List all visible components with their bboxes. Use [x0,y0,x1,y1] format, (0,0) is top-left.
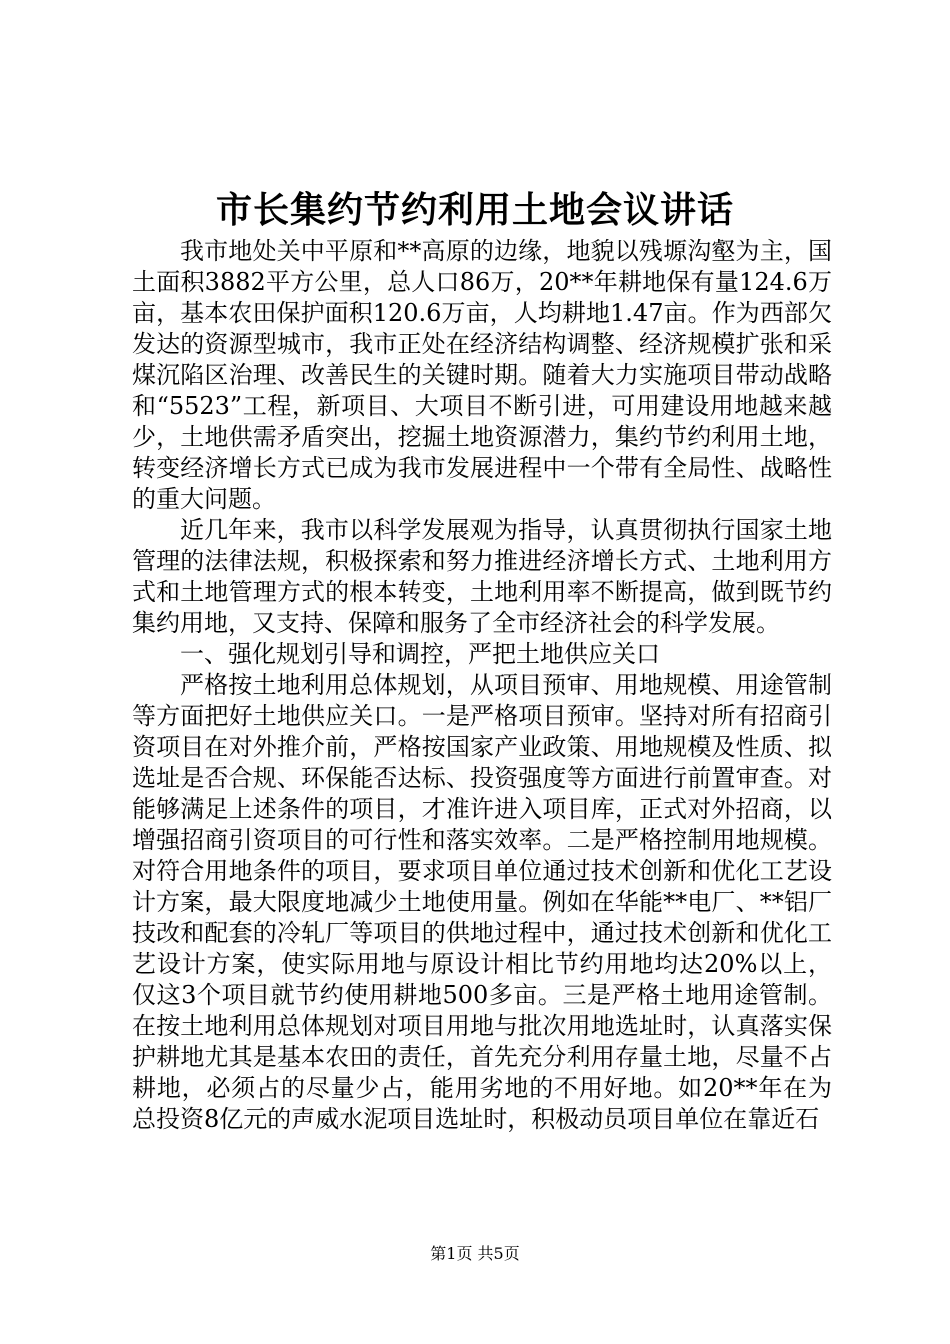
page-footer: 第1页 共5页 [430,1244,520,1263]
paragraph-intro: 我市地处关中平原和**高原的边缘，地貌以残塬沟壑为主，国土面积3882平方公里，总人口86万，20**年耕地保有量124.6万亩，基本农田保护面积120.6万亩，人均耕地1.47亩。作为西部欠发达的资源型城市，我市正处在经济结构调整、经济规模扩张和采煤沉陷区治理、改善民生的关键时期。随着大力实施项目带动战略和“5523”工程，新项目、大项目不断引进，可用建设用地越来越少，土地供需矛盾突出，挖掘土地资源潜力，集约节约利用土地，转变经济增长方式已成为我市发展进程中一个带有全局性、战略性的重大问题。 [132,237,832,513]
paragraph-section-1: 严格按土地利用总体规划，从项目预审、用地规模、用途管制等方面把好土地供应关口。一是严格项目预审。坚持对所有招商引资项目在对外推介前，严格按国家产业政策、用地规模及性质、拟选址是否合规、环保能否达标、投资强度等方面进行前置审查。对能够满足上述条件的项目，才准许进入项目库，正式对外招商，以增强招商引资项目的可行性和落实效率。二是严格控制用地规模。对符合用地条件的项目，要求项目单位通过技术创新和优化工艺设计方案，最大限度地减少土地使用量。例如在华能**电厂、**铝厂技改和配套的冷轧厂等项目的供地过程中，通过技术创新和优化工艺设计方案，使实际用地与原设计相比节约用地均达20%以上，仅这3个项目就节约使用耕地500多亩。三是严格土地用途管制。在按土地利用总体规划对项目用地与批次用地选址时，认真落实保护耕地尤其是基本农田的责任，首先充分利用存量土地，尽量不占耕地，必须占的尽量少占，能用劣地的不用好地。如20**年在为总投资8亿元的声威水泥项目选址时，积极动员项目单位在靠近石 [132,671,832,1133]
document-body [132,236,832,1135]
section-heading-1: 一、强化规划引导和调控，严把土地供应关口 [180,640,660,668]
document-title: 市长集约节约利用土地会议讲话 [215,189,734,231]
paragraph-summary: 近几年来，我市以科学发展观为指导，认真贯彻执行国家土地管理的法律法规，积极探索和努力推进经济增长方式、土地利用方式和土地管理方式的根本转变，土地利用率不断提高，做到既节约集约用地，又支持、保障和服务了全市经济社会的科学发展。 [132,516,832,637]
